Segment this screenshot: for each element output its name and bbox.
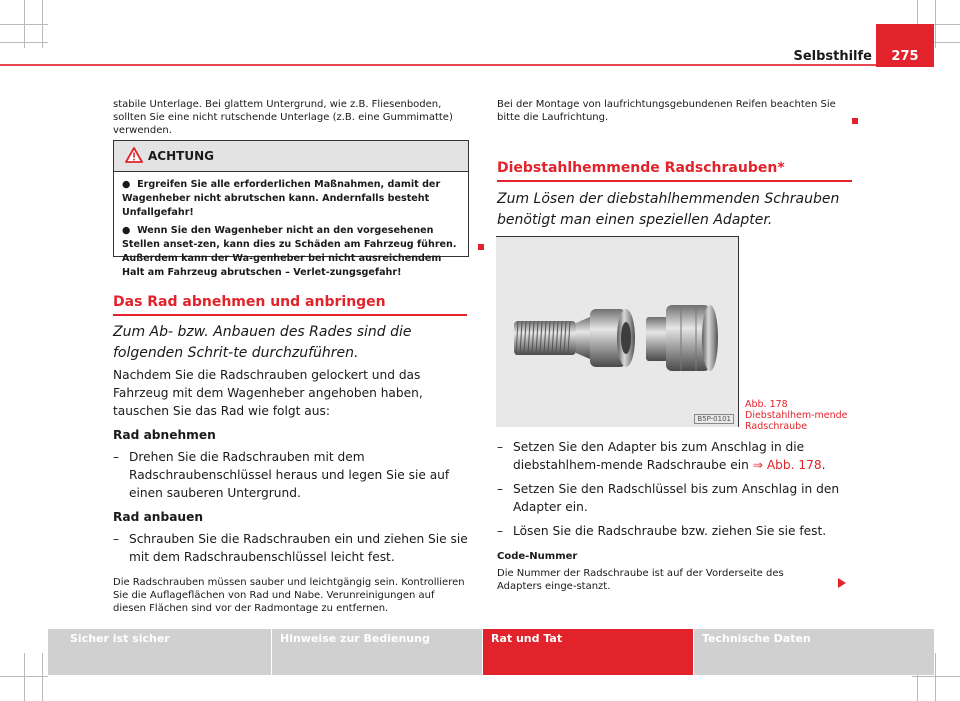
section-end-marker — [852, 118, 858, 124]
section-heading: Das Rad abnehmen und anbringen — [113, 294, 386, 310]
crop-mark — [0, 24, 48, 25]
bullet-icon: ● — [122, 225, 131, 236]
crop-mark — [935, 653, 936, 701]
section-lead: Zum Ab- bzw. Anbauen des Rades sind die folgenden Schrit-te durchzuführen. — [113, 324, 412, 361]
section-heading: Diebstahlhemmende Radschrauben* — [497, 160, 785, 176]
dash-icon: – — [113, 450, 120, 464]
crop-mark — [912, 676, 960, 677]
warning-item: ● Ergreifen Sie alle erforderlichen Maßnahmen, damit der Wagenheber nicht abrutschen kann. Andernfalls besteht Unfallgefahr! — [122, 179, 441, 218]
code-text: Die Nummer der Radschraube ist auf der Vorderseite des Adapters einge-stanzt. — [497, 568, 784, 592]
footer-tab-help-active[interactable]: Rat und Tat — [483, 629, 693, 675]
step-item: – Setzen Sie den Adapter bis zum Anschlag in die diebstahlhem-mende Radschraube ein ⇒ Abb. 178. — [497, 440, 826, 472]
warning-header — [114, 141, 468, 172]
section-lead: Zum Lösen der diebstahlhemmenden Schrauben benötigt man einen speziellen Adapter. — [497, 191, 840, 228]
step-item: – Setzen Sie den Radschlüssel bis zum Anschlag in den Adapter ein. — [497, 482, 840, 514]
wheel-bolt-illustration — [496, 237, 738, 427]
section-end-marker — [478, 244, 484, 250]
code-label: Code-Nummer — [497, 551, 578, 562]
crop-mark — [24, 653, 25, 701]
figure-reference-link[interactable]: ⇒ Abb. 178 — [752, 458, 822, 472]
left-intro-text: stabile Unterlage. Bei glattem Untergrund, wie z.B. Fliesenboden, sollten Sie eine nicht rutschende Unterlage (z.B. eine Gummimatte) verwenden. — [113, 99, 453, 136]
bullet-icon: ● — [122, 179, 131, 190]
warning-box — [113, 140, 469, 278]
dash-icon: – — [497, 524, 504, 538]
step-label: Rad abnehmen — [113, 428, 216, 442]
step-item: – Drehen Sie die Radschrauben mit dem Radschraubenschlüssel heraus und legen Sie sie auf einen sauberen Untergrund. — [113, 450, 450, 500]
note-text: Die Radschrauben müssen sauber und leichtgängig sein. Kontrollieren Sie die Auflageflächen von Rad und Nabe. Verunreinigungen auf diesen Flächen sind vor der Radmontage zu entfernen. — [113, 577, 465, 614]
continue-arrow-icon — [838, 578, 846, 588]
warning-item: ● Wenn Sie den Wagenheber nicht an den vorgesehenen Stellen anset-zen, kann dies zu Schäden am Fahrzeug führen. Außerdem kann der Wa-genheber bei nicht ausreichendem Halt am Fahrzeug abrutschen – Verlet-zungsgefahr! — [122, 225, 457, 278]
warning-title: ACHTUNG — [148, 149, 214, 163]
footer-tab-safety[interactable]: Sicher ist sicher — [70, 632, 170, 645]
crop-mark — [42, 653, 43, 701]
crop-mark — [0, 676, 48, 677]
page-number: 275 — [876, 24, 934, 67]
dash-icon: – — [113, 532, 120, 546]
crop-mark — [0, 42, 48, 43]
warning-body — [114, 172, 468, 280]
body-paragraph: Nachdem Sie die Radschrauben gelockert und das Fahrzeug mit dem Wagenheber angehoben haben, tauschen Sie das Rad wie folgt aus: — [113, 368, 423, 418]
dash-icon: – — [497, 440, 504, 454]
step-item: – Lösen Sie die Radschraube bzw. ziehen Sie sie fest. — [497, 524, 827, 538]
figure-caption: Abb. 178 Diebstahlhem-mende Radschraube — [745, 399, 848, 432]
figure-code: B5P-0101 — [694, 414, 734, 424]
dash-icon: – — [497, 482, 504, 496]
warning-triangle-icon — [125, 147, 143, 167]
header-rule — [0, 64, 876, 66]
left-body — [113, 366, 469, 615]
footer-tab-technical[interactable]: Technische Daten — [702, 632, 811, 645]
footer-tab-operation[interactable]: Hinweise zur Bedienung — [280, 632, 430, 645]
right-intro-text: Bei der Montage von laufrichtungsgebundenen Reifen beachten Sie bitte die Laufrichtung. — [497, 99, 836, 123]
section-title: Selbsthilfe — [793, 49, 872, 64]
step-label: Rad anbauen — [113, 510, 204, 524]
right-steps — [497, 438, 847, 593]
heading-rule — [113, 314, 467, 316]
figure-image — [496, 236, 739, 427]
step-item: – Schrauben Sie die Radschrauben ein und ziehen Sie sie mit dem Radschraubenschlüssel leicht fest. — [113, 532, 468, 564]
heading-rule — [497, 180, 852, 182]
